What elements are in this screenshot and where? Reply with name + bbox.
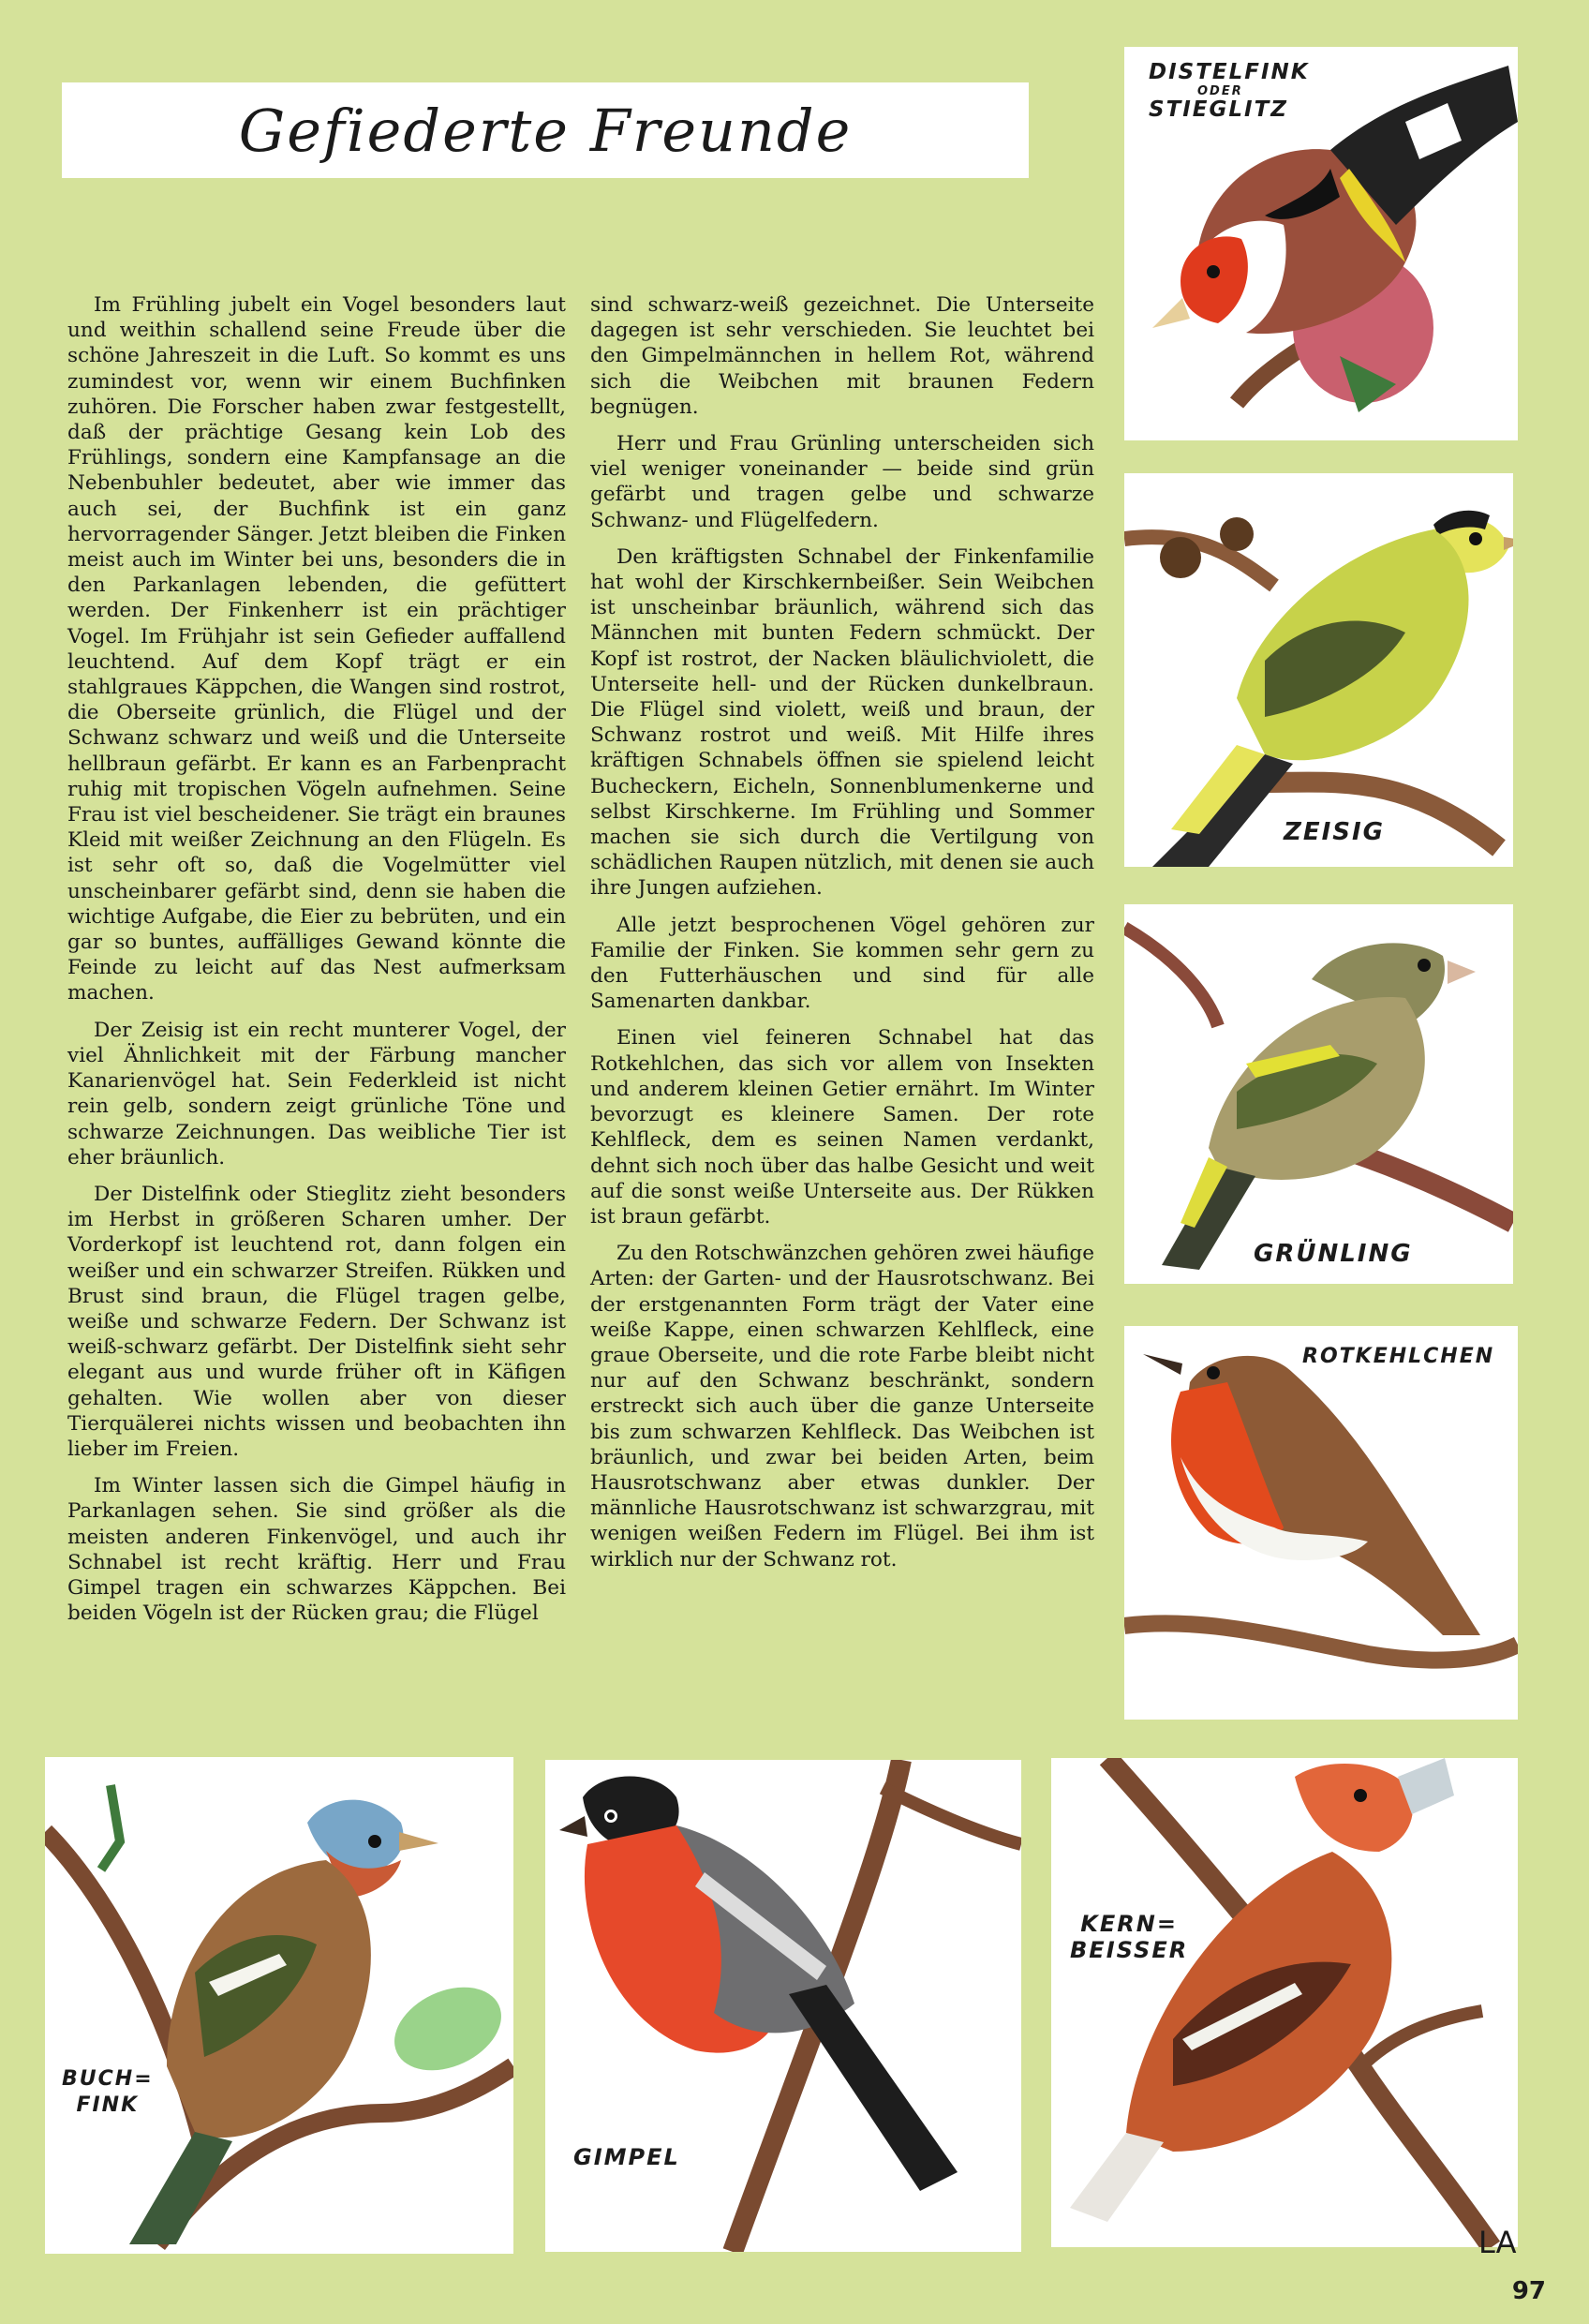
paragraph: Der Zeisig ist ein recht munterer Vogel, der viel Ähnlichkeit mit der Färbung mancher Kanarienvögel hat. Sein Federkleid ist nicht rein gelb, sondern zeigt grünliche Töne und schwarze Zeichnungen. Das weibliche Tier ist eher bräunlich. <box>67 1018 566 1169</box>
gruenling-illustration <box>1124 904 1513 1284</box>
paragraph: Alle jetzt besprochenen Vögel gehören zur Familie der Finken. Sie kommen sehr gern zu den Futterhäuschen und sind für alle Samenarten dankbar. <box>590 913 1094 1014</box>
illustrator-initials: LA <box>1478 2225 1517 2260</box>
text-column-left <box>67 292 566 1637</box>
paragraph: Herr und Frau Grünling unterscheiden sich viel weniger voneinander — beide sind grün gefärbt und tragen gelbe und schwarze Schwanz- und Flügelfedern. <box>590 432 1094 532</box>
zeisig-illustration <box>1124 473 1513 867</box>
paragraph: Einen viel feineren Schnabel hat das Rotkehlchen, das sich vor allem von Insekten und anderem kleinen Getier ernährt. Im Winter bevorzugt es kleinere Samen. Der rote Kehlfleck, dem es seinen Namen verdankt, dehnt sich noch über das halbe Gesicht und weit auf die sonst weiße Unterseite aus. Der Rükken ist braun gefärbt. <box>590 1026 1094 1229</box>
page-title: Gefiederte Freunde <box>238 96 853 165</box>
siskin-drawing <box>1124 473 1513 867</box>
label-gruenling: GRÜNLING <box>1254 1240 1413 1268</box>
paragraph: Im Frühling jubelt ein Vogel besonders laut und weithin schallend seine Freude über die schöne Jahreszeit in die Luft. So kommt es uns zumindest vor, wenn wir einem Buchfinken zuhören. Die Forscher haben zwar festgestellt, daß der prächtige Gesang kein Lob des Frühlings, sondern eine Kampfansage an die Nebenbuhler bedeutet, aber wie immer das auch sei, der Buchfink ist ein ganz hervorragender Sänger. Jetzt bleiben die Finken meist auch im Winter bei uns, besonders die in den Parkanlagen lebenden, die gefüttert werden. Der Finkenherr ist ein prächtiger Vogel. Im Frühjahr ist sein Gefieder auffallend leuchtend. Auf dem Kopf trägt er ein stahlgraues Käppchen, die Wangen sind rostrot, die Oberseite grünlich, die Flügel und der Schwanz schwarz und weiß und die Unterseite hellbraun gefärbt. Er kann es an Farbenpracht ruhig mit tropischen Vögeln aufnehmen. Seine Frau ist viel bescheidener. Sie trägt ein braunes Kleid mit weißer Zeichnung an den Flügeln. Es ist sehr oft so, daß die Vogelmütter viel unscheinbarer gefärbt sind, denn sie haben die wichtige Aufgabe, die Eier zu bebrüten, und ein gar so buntes, auffälliges Gewand könnte die Feinde zu leicht auf das Nest aufmerksam machen. <box>67 293 566 1006</box>
buchfink-illustration <box>45 1757 513 2254</box>
distelfink-illustration <box>1124 47 1518 440</box>
paragraph: Im Winter lassen sich die Gimpel häufig in Parkanlagen sehen. Sie sind größer als die meisten anderen Finkenvögel, und auch ihr Schnabel ist recht kräftig. Herr und Frau Gimpel tragen ein schwarzes Käppchen. Bei beiden Vögeln ist der Rücken grau; die Flügel <box>67 1474 566 1626</box>
greenfinch-drawing <box>1124 904 1513 1284</box>
robin-drawing <box>1124 1326 1518 1720</box>
label-distelfink: DISTELFINK ODER STIEGLITZ <box>1149 60 1310 122</box>
title-banner <box>62 82 1029 178</box>
label-kernbeisser: KERN= BEISSER <box>1070 1911 1189 1963</box>
text-column-right <box>590 292 1094 1584</box>
label-buchfink: BUCH= FINK <box>62 2067 154 2117</box>
page-number: 97 <box>1511 2277 1546 2305</box>
paragraph: Der Distelfink oder Stieglitz zieht besonders im Herbst in größeren Scharen umher. Der Vorderkopf ist leuchtend rot, dann folgen ein weißer und ein schwarzer Streifen. Rükken und Brust sind braun, die Flügel tragen gelbe, weiße und schwarze Federn. Der Schwanz ist weiß-schwarz gefärbt. Der Distelfink sieht sehr elegant aus und wurde früher oft in Käfigen gehalten. Wie wollen aber von dieser Tierquälerei nichts wissen und beobachten ihn lieber im Freien. <box>67 1182 566 1461</box>
bullfinch-drawing <box>545 1760 1021 2252</box>
paragraph: Den kräftigsten Schnabel der Finkenfamilie hat wohl der Kirschkernbeißer. Sein Weibchen ist unscheinbar bräunlich, während sich das Männchen mit bunten Federn schmückt. Der Kopf ist rostrot, der Nacken bläulichviolett, die Unterseite hell- und der Rücken dunkelbraun. Die Flügel sind violett, weiß und braun, der Schwanz rostrot und weiß. Mit Hilfe ihres kräftigen Schnabels öffnen sie spielend leicht Bucheckern, Eicheln, Sonnenblumenkerne und selbst Kirschkerne. Im Frühling und Sommer machen sie sich durch die Vertilgung von schädlichen Raupen nützlich, mit denen sie auch ihre Jungen aufziehen. <box>590 544 1094 901</box>
chaffinch-drawing <box>45 1757 513 2254</box>
label-gimpel: GIMPEL <box>573 2144 680 2170</box>
gimpel-illustration <box>545 1760 1021 2252</box>
paragraph: Zu den Rotschwänzchen gehören zwei häufige Arten: der Garten- und der Hausrotschwanz. Bei der erstgenannten Form trägt der Vater eine weiße Kappe, einen schwarzen Kehlfleck, eine graue Oberseite, und die rote Farbe bleibt nicht nur auf den Schwanz beschränkt, sondern erstreckt sich auch über die ganze Unterseite bis zum schwarzen Kehlfleck. Das Weibchen ist bräunlich, und zwar bei beiden Arten, beim Hausrotschwanz aber etwas dunkler. Der männliche Hausrotschwanz ist schwarzgrau, mit wenigen weißen Federn im Flügel. Bei ihm ist wirklich nur der Schwanz rot. <box>590 1242 1094 1572</box>
label-rotkehlchen: ROTKEHLCHEN <box>1302 1345 1495 1368</box>
paragraph: sind schwarz-weiß gezeichnet. Die Unterseite dagegen ist sehr verschieden. Sie leuchtet bei den Gimpelmännchen in hellem Rot, während sich die Weibchen mit braunen Federn begnügen. <box>590 293 1094 419</box>
kernbeisser-illustration <box>1051 1758 1518 2247</box>
hawfinch-drawing <box>1051 1758 1518 2247</box>
rotkehlchen-illustration <box>1124 1326 1518 1720</box>
label-zeisig: ZEISIG <box>1284 818 1386 846</box>
